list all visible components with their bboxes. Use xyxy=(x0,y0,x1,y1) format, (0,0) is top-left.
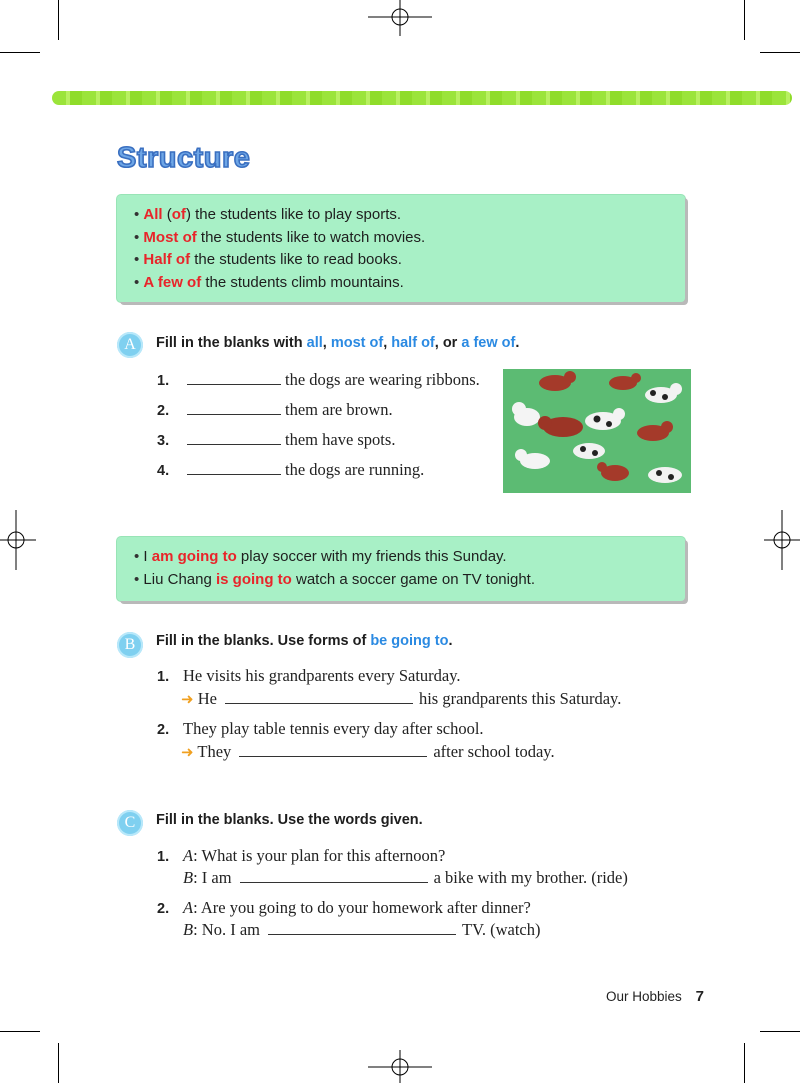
structure-line: • I am going to play soccer with my friends this Sunday. xyxy=(134,546,685,569)
header-stripe xyxy=(52,91,792,105)
answer-blank[interactable] xyxy=(187,370,281,385)
exercise-b-badge: B xyxy=(117,632,143,658)
exercise-c-instruction: Fill in the blanks. Use the words given. xyxy=(156,812,423,828)
exercise-b-item: 1. He visits his grandparents every Saturday. xyxy=(157,666,461,685)
registration-mark-top xyxy=(368,0,432,36)
answer-blank[interactable] xyxy=(240,868,428,883)
answer-blank[interactable] xyxy=(187,400,281,415)
answer-blank[interactable] xyxy=(187,430,281,445)
answer-blank[interactable] xyxy=(268,920,456,935)
exercise-b-answer: ➜ They after school today. xyxy=(181,742,555,761)
structure-line: • A few of the students climb mountains. xyxy=(134,272,685,295)
exercise-a-item: 2. them are brown. xyxy=(157,400,393,419)
structure-line: • Most of the students like to watch movies. xyxy=(134,227,685,250)
chapter-label: Our Hobbies xyxy=(606,989,682,1004)
exercise-b-item: 2. They play table tennis every day after school. xyxy=(157,719,484,738)
exercise-a-badge: A xyxy=(117,332,143,358)
exercise-a-item: 3. them have spots. xyxy=(157,430,396,449)
answer-blank[interactable] xyxy=(239,742,427,757)
exercise-c-item: 2. A: Are you going to do your homework after dinner? xyxy=(157,898,531,917)
spotted-dog xyxy=(648,467,682,483)
arrow-right-icon: ➜ xyxy=(181,743,194,761)
structure-line: • All (of) the students like to play sports. xyxy=(134,204,685,227)
page-footer xyxy=(606,988,704,1005)
section-title: Structure xyxy=(117,142,251,174)
exercise-a-instruction: Fill in the blanks with all, most of, half of, or a few of. xyxy=(156,335,520,351)
exercise-c-badge: C xyxy=(117,810,143,836)
registration-mark-left xyxy=(0,510,36,570)
structure-box-2 xyxy=(117,537,685,601)
spotted-dog xyxy=(573,443,605,459)
exercise-b-instruction: Fill in the blanks. Use forms of be going to. xyxy=(156,633,453,649)
registration-mark-bottom xyxy=(368,1050,432,1083)
exercise-b-answer: ➜ He his grandparents this Saturday. xyxy=(181,689,622,708)
exercise-a-item: 1. the dogs are wearing ribbons. xyxy=(157,370,480,389)
structure-line: • Half of the students like to read books. xyxy=(134,249,685,272)
exercise-c-item: 1. A: What is your plan for this afternoon? xyxy=(157,846,446,865)
answer-blank[interactable] xyxy=(225,689,413,704)
structure-line: • Liu Chang is going to watch a soccer game on TV tonight. xyxy=(134,569,685,592)
arrow-right-icon: ➜ xyxy=(181,690,194,708)
exercise-c-answer: B: I am a bike with my brother. (ride) xyxy=(183,868,628,887)
exercise-a-item: 4. the dogs are running. xyxy=(157,460,425,479)
dogs-illustration xyxy=(503,369,691,493)
structure-box-1 xyxy=(117,195,685,302)
registration-mark-right xyxy=(764,510,800,570)
exercise-c-answer: B: No. I am TV. (watch) xyxy=(183,920,541,939)
answer-blank[interactable] xyxy=(187,460,281,475)
page-number: 7 xyxy=(695,988,704,1005)
